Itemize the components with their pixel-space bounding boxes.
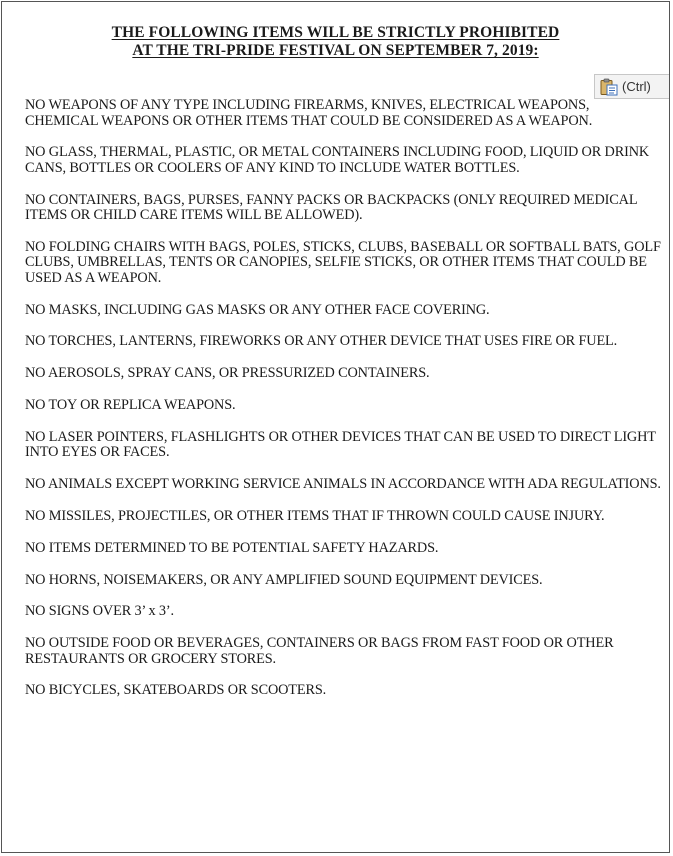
list-item: NO ANIMALS EXCEPT WORKING SERVICE ANIMALS IN ACCORDANCE WITH ADA REGULATIONS. [25,476,661,493]
list-item: NO TORCHES, LANTERNS, FIREWORKS OR ANY OTHER DEVICE THAT USES FIRE OR FUEL. [25,333,618,350]
paste-options-button[interactable] [594,74,670,99]
list-item: NO MASKS, INCLUDING GAS MASKS OR ANY OTHER FACE COVERING. [25,301,490,318]
list-item: NO CONTAINERS, BAGS, PURSES, FANNY PACKS OR BACKPACKS (ONLY REQUIRED MEDICAL ITEMS OR CHILD CARE ITEMS WILL BE ALLOWED). [25,191,637,224]
list-item: NO FOLDING CHAIRS WITH BAGS, POLES, STICKS, CLUBS, BASEBALL OR SOFTBALL BATS, GOLF CLUBS, UMBRELLAS, TENTS OR CANOPIES, SELFIE STICKS, OR OTHER ITEMS THAT COULD BE USED AS A WEAPON. [25,238,661,286]
list-item: NO BICYCLES, SKATEBOARDS OR SCOOTERS. [25,682,327,699]
title-line-1: THE FOLLOWING ITEMS WILL BE STRICTLY PROHIBITED [111,24,560,41]
list-item: NO AEROSOLS, SPRAY CANS, OR PRESSURIZED CONTAINERS. [25,365,430,382]
list-item: NO SIGNS OVER 3’ x 3’. [25,603,174,620]
list-item: NO WEAPONS OF ANY TYPE INCLUDING FIREARMS, KNIVES, ELECTRICAL WEAPONS, CHEMICAL WEAPONS OR OTHER ITEMS THAT COULD BE CONSIDERED AS A WEAPON. [25,97,593,129]
clipboard-icon [599,78,619,96]
list-item: NO TOY OR REPLICA WEAPONS. [25,397,236,414]
list-item: NO HORNS, NOISEMAKERS, OR ANY AMPLIFIED SOUND EQUIPMENT DEVICES. [25,571,543,588]
list-item: NO OUTSIDE FOOD OR BEVERAGES, CONTAINERS OR BAGS FROM FAST FOOD OR OTHER RESTAURANTS OR GROCERY STORES. [25,635,614,667]
list-item: NO LASER POINTERS, FLASHLIGHTS OR OTHER DEVICES THAT CAN BE USED TO DIRECT LIGHT INTO EYES OR FACES. [25,428,656,461]
list-item: NO ITEMS DETERMINED TO BE POTENTIAL SAFETY HAZARDS. [25,539,439,556]
title-line-2: AT THE TRI-PRIDE FESTIVAL ON SEPTEMBER 7, 2019: [132,42,539,59]
list-item: NO MISSILES, PROJECTILES, OR OTHER ITEMS THAT IF THROWN COULD CAUSE INJURY. [25,507,605,524]
list-item: NO GLASS, THERMAL, PLASTIC, OR METAL CONTAINERS INCLUDING FOOD, LIQUID OR DRINK CANS, BOTTLES OR COOLERS OF ANY KIND TO INCLUDE WATER BOTTLES. [25,144,650,176]
page-title [2,24,669,60]
paste-options-label: (Ctrl) [622,79,651,94]
prohibited-items-list [25,98,665,715]
document-page [1,1,670,853]
